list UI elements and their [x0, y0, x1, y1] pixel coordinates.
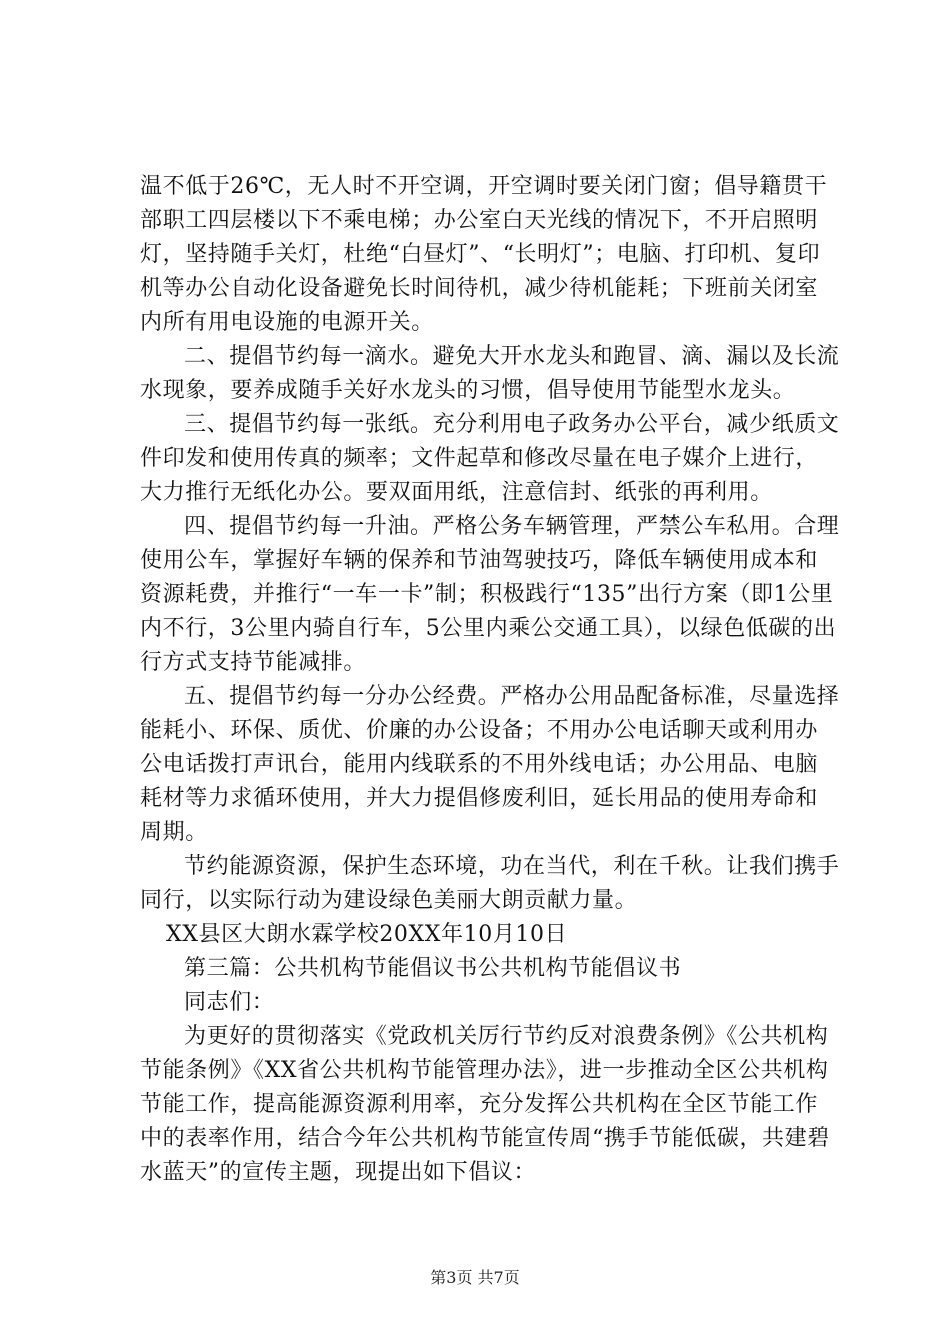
paragraph-introduction: 为更好的贯彻落实《党政机关厉行节约反对浪费条例》《公共机构节能条例》《XX省公共机构节能管理办法》，进一步推动全区公共机构节能工作，提高能源资源利用率，充分发挥公共机构在全区节能工作中的表率作用，结合今年公共机构节能宣传周“携手节能低碳，共建碧水蓝天”的宣传主题，现提出如下倡议：	[140, 1024, 830, 1185]
signature-line: XX县区大朗水霖学校20XX年10月10日	[166, 922, 568, 947]
paragraph-save-paper: 三、提倡节约每一张纸。充分利用电子政务办公平台，减少纸质文件印发和使用传真的频率；文件起草和修改尽量在电子媒介上进行，大力推行无纸化办公。要双面用纸，注意信封、纸张的再利用。	[140, 412, 840, 505]
paragraph-save-water: 二、提倡节约每一滴水。避免大开水龙头和跑冒、滴、漏以及长流水现象，要养成随手关好水龙头的习惯，倡导使用节能型水龙头。	[140, 344, 840, 403]
paragraph-electricity-continued: 温不低于26℃，无人时不开空调，开空调时要关闭门窗；倡导籍贯干部职工四层楼以下不乘电梯；办公室白天光线的情况下，不开启照明灯，坚持随手关灯，杜绝“白昼灯”、“长明灯”；电脑、打印机、复印机等办公自动化设备避免长时间待机，减少待机能耗；下班前关闭室内所有用电设施的电源开关。	[140, 174, 828, 335]
salutation: 同志们：	[184, 990, 275, 1015]
paragraph-closing: 节约能源资源，保护生态环境，功在当代，利在千秋。让我们携手同行，以实际行动为建设绿色美丽大朗贡献力量。	[140, 854, 840, 913]
page-number-footer: 第3页 共7页	[430, 1268, 520, 1287]
paragraph-save-fuel: 四、提倡节约每一升油。严格公务车辆管理，严禁公车私用。合理使用公车，掌握好车辆的保养和节油驾驶技巧，降低车辆使用成本和资源耗费，并推行“一车一卡”制；积极践行“135”出行方案（即1公里内不行，3公里内骑自行车，5公里内乘公交通工具），以绿色低碳的出行方式支持节能减排。	[140, 514, 840, 675]
document-body	[140, 170, 840, 1190]
paragraph-save-funds: 五、提倡节约每一分办公经费。严格办公用品配备标准，尽量选择能耗小、环保、质优、价廉的办公设备；不用办公电话聊天或利用办公电话拨打声讯台，能用内线联系的不用外线电话；办公用品、电脑耗材等力求循环使用，并大力提倡修废利旧，延长用品的使用寿命和周期。	[140, 684, 840, 845]
section-heading: 第三篇：公共机构节能倡议书公共机构节能倡议书	[184, 956, 682, 981]
